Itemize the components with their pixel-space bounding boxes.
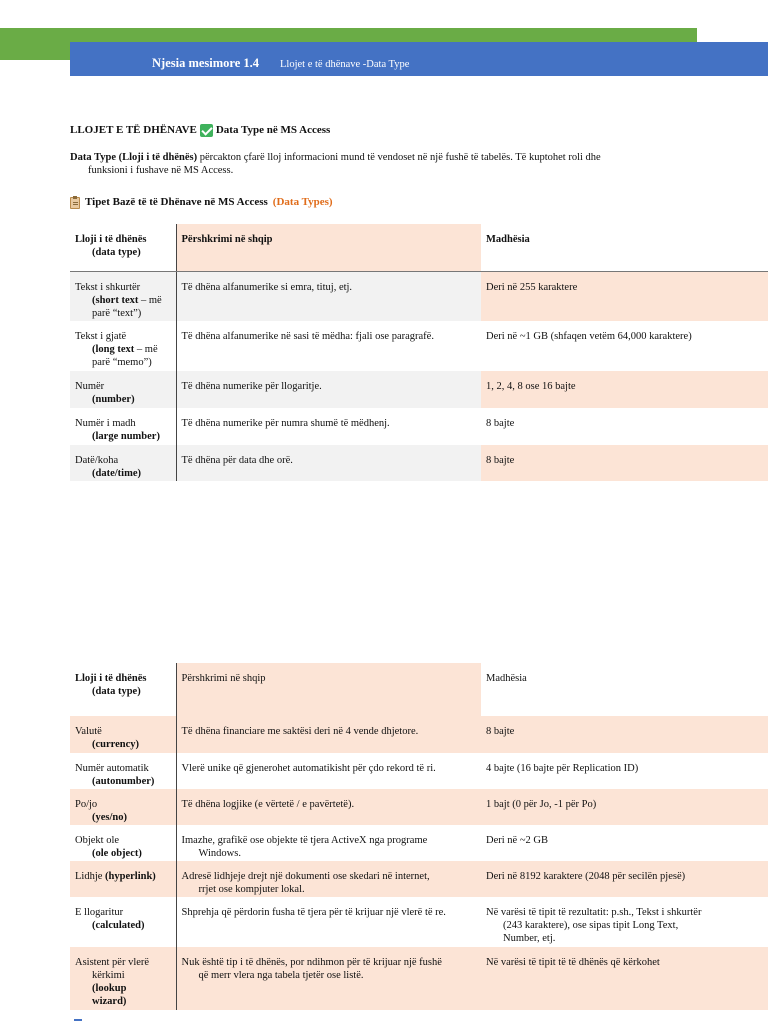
table-header-row xyxy=(70,663,768,716)
description-cell xyxy=(176,861,481,897)
description-cell xyxy=(176,947,481,1010)
type-cell xyxy=(70,789,176,825)
table-row xyxy=(70,408,768,445)
type-name: E llogaritur xyxy=(75,907,124,918)
footer-mark xyxy=(74,1019,82,1023)
type-cell xyxy=(70,861,176,897)
header-type-sublabel: (data type) xyxy=(92,686,141,698)
size-cell: 4 bajte (16 bajte për Replication ID) xyxy=(486,763,639,774)
type-name: Numër i madh xyxy=(75,418,136,429)
section-heading xyxy=(70,196,333,210)
size-cell: Deri në 255 karaktere xyxy=(481,271,768,321)
type-en: (autonumber) xyxy=(92,776,155,788)
table-row xyxy=(70,445,768,481)
description-cell: Të dhëna financiare me saktësi deri në 4 vende dhjetore. xyxy=(176,716,481,753)
size-cell: Deri në ~1 GB (shfaqen vetëm 64,000 karaktere) xyxy=(486,331,692,342)
table-row xyxy=(70,371,768,408)
type-cell xyxy=(70,947,176,1010)
table-row xyxy=(70,271,768,321)
table-row xyxy=(70,321,768,371)
table-row xyxy=(70,716,768,753)
size-cell: 8 bajte xyxy=(481,716,768,753)
type-name: Objekt ole xyxy=(75,835,120,846)
table-row xyxy=(70,753,768,789)
type-en: (currency) xyxy=(92,739,140,751)
type-cell xyxy=(70,716,176,753)
type-name: Lidhje xyxy=(75,871,106,882)
intro-bold-term: Data Type (Lloji i të dhënës) xyxy=(70,152,198,163)
table-row xyxy=(70,897,768,947)
description-line-2: rrjet ose kompjuter lokal. xyxy=(198,884,305,896)
type-en-rest: – më xyxy=(138,294,162,306)
header-size-cell: Madhësia xyxy=(481,224,768,271)
type-cell xyxy=(70,897,176,947)
type-en: (ole object) xyxy=(92,848,142,860)
type-name: Numër automatik xyxy=(75,763,149,774)
type-cell xyxy=(70,408,176,445)
type-en: (lookup xyxy=(92,983,127,995)
description-line-2: Windows. xyxy=(198,848,241,860)
type-en: (date/time) xyxy=(92,468,141,480)
size-cell: Deri në ~2 GB xyxy=(486,835,548,846)
header-description-cell: Përshkrimi në shqip xyxy=(176,663,481,716)
check-icon xyxy=(200,124,213,137)
heading-prefix: LLOJET E TË DHËNAVE xyxy=(70,124,197,136)
type-name: Valutë xyxy=(75,726,102,737)
section-accent: (Data Types) xyxy=(272,196,333,208)
type-en: (yes/no) xyxy=(92,812,127,824)
description-line-2: që merr vlera nga tabela tjetër ose listë. xyxy=(198,970,364,982)
type-cell xyxy=(70,825,176,861)
table-row xyxy=(70,825,768,861)
header-type-label: Lloji i të dhënës xyxy=(75,673,147,684)
type-cell xyxy=(70,271,176,321)
description-cell: Shprehja që përdorin fusha të tjera për të krijuar një vlerë të re. xyxy=(176,897,481,947)
description-cell: Të dhëna logjike (e vërtetë / e pavërtetë). xyxy=(176,789,481,825)
intro-text-1: përcakton çfarë lloj informacioni mund të vendoset në një fushë të tabelës. Të kuptohet roli dhe xyxy=(197,152,601,163)
description-cell xyxy=(176,825,481,861)
size-cell: 8 bajte xyxy=(481,445,768,481)
size-cell: 1, 2, 4, 8 ose 16 bajte xyxy=(481,371,768,408)
type-en: (large number) xyxy=(92,431,160,443)
size-cell: Deri në 8192 karaktere (2048 për secilën pjesë) xyxy=(481,861,768,897)
size-line-1: Në varësi të tipit të rezultatit: p.sh., Tekst i shkurtër xyxy=(486,907,702,918)
size-cell: 8 bajte xyxy=(486,418,515,429)
size-cell: Në varësi të tipit të të dhënës që kërkohet xyxy=(481,947,768,1010)
type-en: (hyperlink) xyxy=(105,871,156,882)
description-cell: Të dhëna për data dhe orë. xyxy=(176,445,481,481)
type-en-rest-2: parë “text”) xyxy=(92,307,142,319)
type-en-rest-2: parë “memo”) xyxy=(92,357,152,369)
type-en-rest: – më xyxy=(134,344,158,356)
type-cell xyxy=(70,371,176,408)
size-line-3: Number, etj. xyxy=(503,933,556,945)
type-cell xyxy=(70,321,176,371)
section-title: Tipet Bazë të të Dhënave në MS Access xyxy=(85,196,268,208)
intro-paragraph xyxy=(70,151,700,177)
header-description-cell: Përshkrimi në shqip xyxy=(176,224,481,271)
size-cell xyxy=(481,897,768,947)
data-types-table-2 xyxy=(70,663,768,1010)
clipboard-icon xyxy=(70,197,80,209)
table-header-row xyxy=(70,224,768,271)
type-en: (long text xyxy=(92,344,135,356)
table-row xyxy=(70,789,768,825)
header-type-label: Lloji i të dhënës xyxy=(75,234,147,245)
type-en: (calculated) xyxy=(92,920,145,932)
type-name: Tekst i gjatë xyxy=(75,331,127,342)
type-name: Numër xyxy=(75,381,105,392)
type-en: (number) xyxy=(92,394,135,406)
description-line-1: Nuk është tip i të dhënës, por ndihmon për të krijuar një fushë xyxy=(181,957,442,968)
type-name: Tekst i shkurtër xyxy=(75,281,141,293)
type-name: Po/jo xyxy=(75,799,98,810)
type-en-2: wizard) xyxy=(92,996,127,1008)
description-cell: Të dhëna alfanumerike në sasi të mëdha: fjali ose paragrafë. xyxy=(176,321,481,371)
heading-suffix: Data Type në MS Access xyxy=(215,124,331,136)
size-cell: 1 bajt (0 për Jo, -1 për Po) xyxy=(481,789,768,825)
description-cell: Të dhëna numerike për llogaritje. xyxy=(176,371,481,408)
lesson-subtitle: Llojet e të dhënave -Data Type xyxy=(280,59,410,70)
description-cell: Të dhëna numerike për numra shumë të mëdhenj. xyxy=(176,408,481,445)
main-heading xyxy=(70,124,330,138)
header-type-cell xyxy=(70,663,176,716)
description-line-1: Imazhe, grafikë ose objekte të tjera ActiveX nga programe xyxy=(181,835,428,846)
type-name-2: kërkimi xyxy=(92,970,125,982)
blue-header-bar xyxy=(70,42,768,76)
type-name: Datë/koha xyxy=(75,455,119,466)
type-cell xyxy=(70,753,176,789)
lesson-title: Njesia mesimore 1.4 xyxy=(152,56,260,70)
intro-text-2: funksioni i fushave në MS Access. xyxy=(88,165,234,177)
header-type-cell xyxy=(70,224,176,271)
size-line-2: (243 karaktere), ose sipas tipit Long Text, xyxy=(503,920,679,932)
table-row xyxy=(70,861,768,897)
description-line-1: Adresë lidhjeje drejt një dokumenti ose skedari në internet, xyxy=(181,871,430,882)
table-row xyxy=(70,947,768,1010)
description-cell: Të dhëna alfanumerike si emra, tituj, etj. xyxy=(176,271,481,321)
data-types-table-1 xyxy=(70,224,768,481)
type-name: Asistent për vlerë xyxy=(75,957,150,968)
header-type-sublabel: (data type) xyxy=(92,247,141,259)
type-cell xyxy=(70,445,176,481)
description-cell: Vlerë unike që gjenerohet automatikisht për çdo rekord të ri. xyxy=(176,753,481,789)
type-en: (short text xyxy=(92,294,139,306)
header-size-cell: Madhësia xyxy=(486,673,527,684)
